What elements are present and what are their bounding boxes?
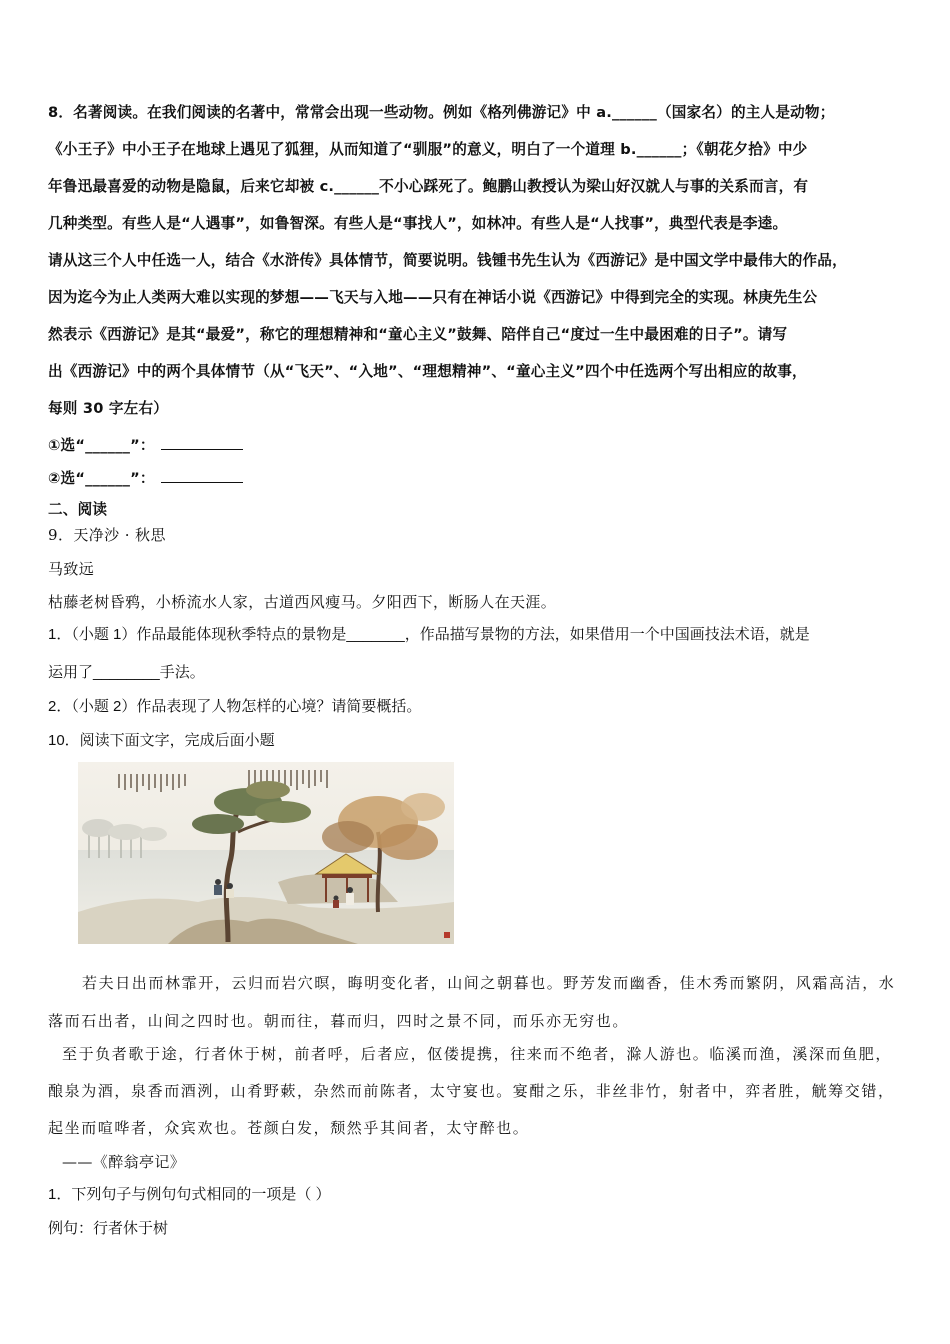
q8-line-4: 几种类型。有些人是“人遇事”，如鲁智深。有些人是“事找人”，如林冲。有些人是“人找事”，典型代表是李逵。 [48, 215, 788, 232]
q10-sub1: 1．下列句子与例句句式相同的一项是（ ） [48, 1186, 331, 1203]
q9-title: 9．天净沙 · 秋思 [48, 526, 166, 544]
q8-line-7: 然表示《西游记》是其“最爱”，称它的理想精神和“童心主义”鼓舞、陪伴自己“度过一生中最困难的日子”。请写 [48, 326, 788, 343]
q8-line-2: 《小王子》中小王子在地球上遇见了狐狸，从而知道了“驯服”的意义，明白了一个道理 b.______；《朝花夕拾》中少 [48, 141, 808, 158]
q9-sub2: 2．（小题 2）作品表现了人物怎样的心境？请简要概括。 [48, 698, 422, 715]
q8-line-8: 出《西游记》中的两个具体情节（从“飞天”、“入地”、“理想精神”、“童心主义”四个中任选两个写出相应的故事， [48, 363, 807, 380]
q8-line-6: 因为迄今为止人类两大难以实现的梦想——飞天与入地——只有在神话小说《西游记》中得到完全的实现。林庚先生公 [48, 289, 818, 306]
section-heading-reading: 二、阅读 [48, 501, 108, 518]
answer-line-2[interactable] [161, 468, 243, 483]
q9-sub1-line-2: 运用了________手法。 [48, 664, 205, 681]
q8-line-5: 请从这三个人中任选一人，结合《水浒传》具体情节，简要说明。钱锺书先生认为《西游记》是中国文学中最伟大的作品， [48, 252, 847, 269]
q10-source: ——《醉翁亭记》 [62, 1153, 186, 1171]
q10-intro: 10．阅读下面文字，完成后面小题 [48, 732, 275, 749]
q10-passage-p2-line-1: 至于负者歌于途，行者休于树，前者呼，后者应，伛偻提携，往来而不绝者，滁人游也。临溪而渔，溪深而鱼肥， [62, 1045, 893, 1063]
q9-poem: 枯藤老树昏鸦，小桥流水人家，古道西风瘦马。夕阳西下，断肠人在天涯。 [48, 593, 557, 611]
q9-sub1-line-1: 1．（小题 1）作品最能体现秋季特点的景物是_______，作品描写景物的方法，如果借用一个中国画技法术语，就是 [48, 626, 810, 643]
q10-passage-p1-line-1: 若夫日出而林霏开，云归而岩穴暝，晦明变化者，山间之朝暮也。野芳发而幽香，佳木秀而繁阴，风霜高洁，水 [82, 974, 896, 992]
q8-line-3: 年鲁迅最喜爱的动物是隐鼠，后来它却被 c.______不小心踩死了。鲍鹏山教授认为梁山好汉就人与事的关系而言，有 [48, 178, 809, 195]
q10-passage-p2-line-3: 起坐而喧哗者，众宾欢也。苍颜白发，颓然乎其间者，太守醉也。 [48, 1119, 530, 1137]
q8-option-1-label: ①选“______”： [48, 437, 155, 454]
q8-line-9: 每则 30 字左右） [48, 400, 169, 417]
q8-option-2-label: ②选“______”： [48, 470, 155, 487]
q10-example: 例句：行者休于树 [48, 1220, 169, 1237]
q8-line-1: 8．名著阅读。在我们阅读的名著中，常常会出现一些动物。例如《格列佛游记》中 a.______（国家名）的主人是动物； [48, 104, 835, 121]
q8-option-1 [48, 435, 243, 456]
landscape-painting-image [78, 762, 454, 944]
answer-line-1[interactable] [161, 435, 243, 450]
q10-passage-p1-line-2: 落而石出者，山间之四时也。朝而往，暮而归，四时之景不同，而乐亦无穷也。 [48, 1012, 630, 1030]
q10-passage-p2-line-2: 酿泉为酒，泉香而酒洌，山肴野蔌，杂然而前陈者，太守宴也。宴酣之乐，非丝非竹，射者中，弈者胜，觥筹交错， [48, 1082, 895, 1100]
q9-author: 马致远 [48, 560, 95, 578]
q8-option-2 [48, 468, 243, 489]
